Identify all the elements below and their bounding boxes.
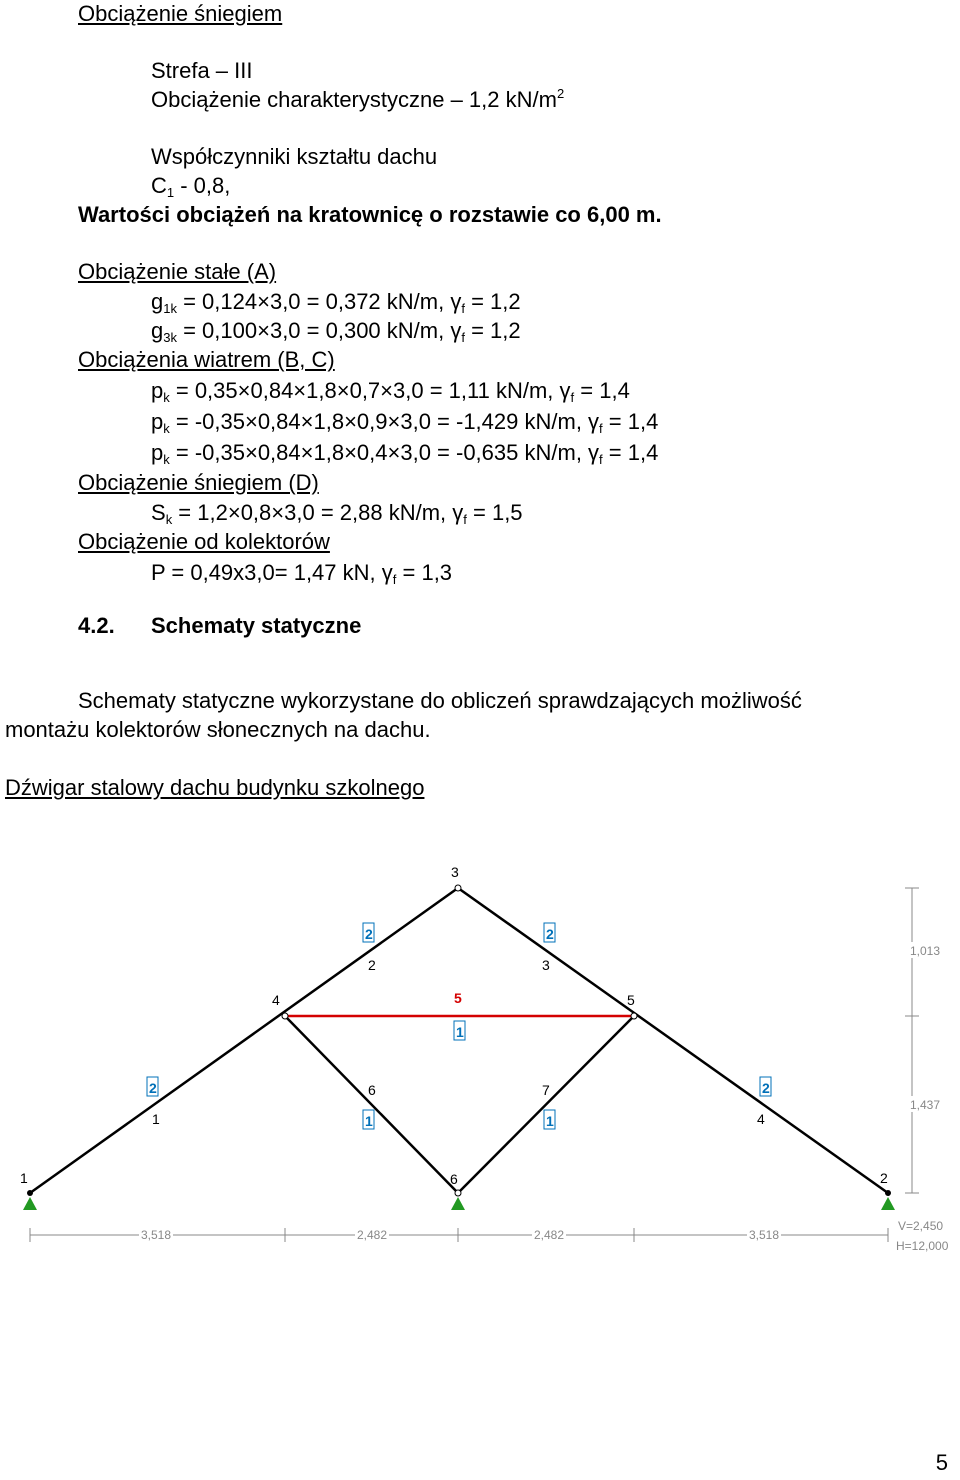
section-label: 2: [762, 1080, 770, 1096]
node-6-marker: [455, 1190, 461, 1196]
load-g1k: $g_{1k} = 0,124\times 3,0 = 0,372$ kN/m, $\gamma_f = 1,2$: [151, 289, 521, 316]
paragraph-line-2: montażu kolektorów słonecznych na dachu.: [5, 717, 431, 742]
node-3-marker: [455, 885, 461, 891]
node-5-marker: [631, 1013, 637, 1019]
node-label: 1: [20, 1170, 28, 1186]
node-4-marker: [282, 1013, 288, 1019]
section-label: 1: [546, 1113, 554, 1129]
support-icon: [881, 1197, 895, 1210]
section-label: 1: [365, 1113, 373, 1129]
wind-load-3: $p_k = -0,35\times 0,84\times 1,8\times 0,4\times 3,0 = -0,635$ kN/m, $\gamma_f = 1,4$: [151, 440, 659, 467]
section-label: 1: [456, 1024, 464, 1040]
section-number: 4.2.: [78, 613, 115, 638]
dead-load-title: Obciążenie stałe (A): [78, 259, 277, 284]
section-label: 2: [149, 1080, 157, 1096]
truss-load-values-title: Wartości obciążeń na kratownicę o rozstawie co 6,00 m.: [78, 202, 662, 227]
bar-label: 3: [542, 957, 550, 973]
dimension-label: 2,482: [357, 1228, 388, 1242]
top-chord-left: [30, 888, 458, 1193]
node-label: 6: [450, 1171, 458, 1187]
truss-diagram: [0, 850, 960, 1270]
bar-label: 2: [368, 957, 376, 973]
bar-label: 6: [368, 1082, 376, 1098]
node-1-marker: [27, 1190, 33, 1196]
diagonal-left: [285, 1016, 458, 1193]
dimension-label: 3,518: [141, 1228, 172, 1242]
total-height-label: V=2,450: [898, 1219, 944, 1233]
snow-load-title: Obciążenie śniegiem (D): [78, 470, 319, 495]
wind-load-title: Obciążenia wiatrem (B, C): [78, 347, 335, 372]
collector-load-p: P = 0,49x3,0= 1,47 kN, $\gamma_f = 1,3$: [151, 560, 453, 587]
dimension-label: 1,013: [910, 944, 941, 958]
wind-load-2: $p_k = -0,35\times 0,84\times 1,8\times 0,9\times 3,0 = -1,429$ kN/m, $\gamma_f = 1,4$: [151, 409, 659, 436]
coefficient-c1: $C_1 - 0,8$,: [151, 173, 231, 200]
dimension-label: 3,518: [749, 1228, 780, 1242]
snow-load-sk: $S_k = 1,2\times 0,8\times 3,0 = 2,88$ kN/m, $\gamma_f = 1,5$: [151, 500, 523, 527]
characteristic-load: Obciążenie charakterystyczne – 1,2 $kN/m^2$: [151, 86, 565, 112]
bar-label: 5: [454, 990, 462, 1006]
wind-load-1: $p_k = 0,35\times 0,84\times 1,8\times 0,7\times 3,0 = 1,11$ kN/m, $\gamma_f = 1,4$: [151, 378, 630, 405]
top-chord-right: [458, 888, 888, 1193]
support-icon: [451, 1197, 465, 1210]
collector-load-title: Obciążenie od kolektorów: [78, 529, 330, 554]
support-icon: [23, 1197, 37, 1210]
load-g3k: $g_{3k} = 0,100\times 3,0 = 0,300$ kN/m, $\gamma_f = 1,2$: [151, 318, 521, 345]
page-number: 5: [935, 1450, 948, 1475]
node-label: 2: [880, 1170, 888, 1186]
diagonal-right: [458, 1016, 634, 1193]
section-label: 2: [546, 926, 554, 942]
dimension-label: 1,437: [910, 1098, 941, 1112]
paragraph-line-1: Schematy statyczne wykorzystane do obliczeń sprawdzających możliwość: [78, 688, 802, 713]
dimension-label: 2,482: [534, 1228, 565, 1242]
section-label: 2: [365, 926, 373, 942]
section-title: Schematy statyczne: [151, 613, 362, 638]
heading-snow-load: Obciążenie śniegiem: [78, 1, 283, 26]
node-label: 4: [272, 992, 280, 1008]
bar-label: 7: [542, 1082, 550, 1098]
bar-label: 1: [152, 1111, 160, 1127]
node-2-marker: [885, 1190, 891, 1196]
girder-title: Dźwigar stalowy dachu budynku szkolnego: [5, 775, 425, 800]
snow-zone: Strefa – III: [151, 58, 253, 83]
node-label: 3: [451, 864, 459, 880]
shape-coefficients-title: Współczynniki kształtu dachu: [151, 144, 438, 169]
total-span-label: H=12,000: [896, 1239, 949, 1253]
node-label: 5: [627, 992, 635, 1008]
bar-label: 4: [757, 1111, 765, 1127]
